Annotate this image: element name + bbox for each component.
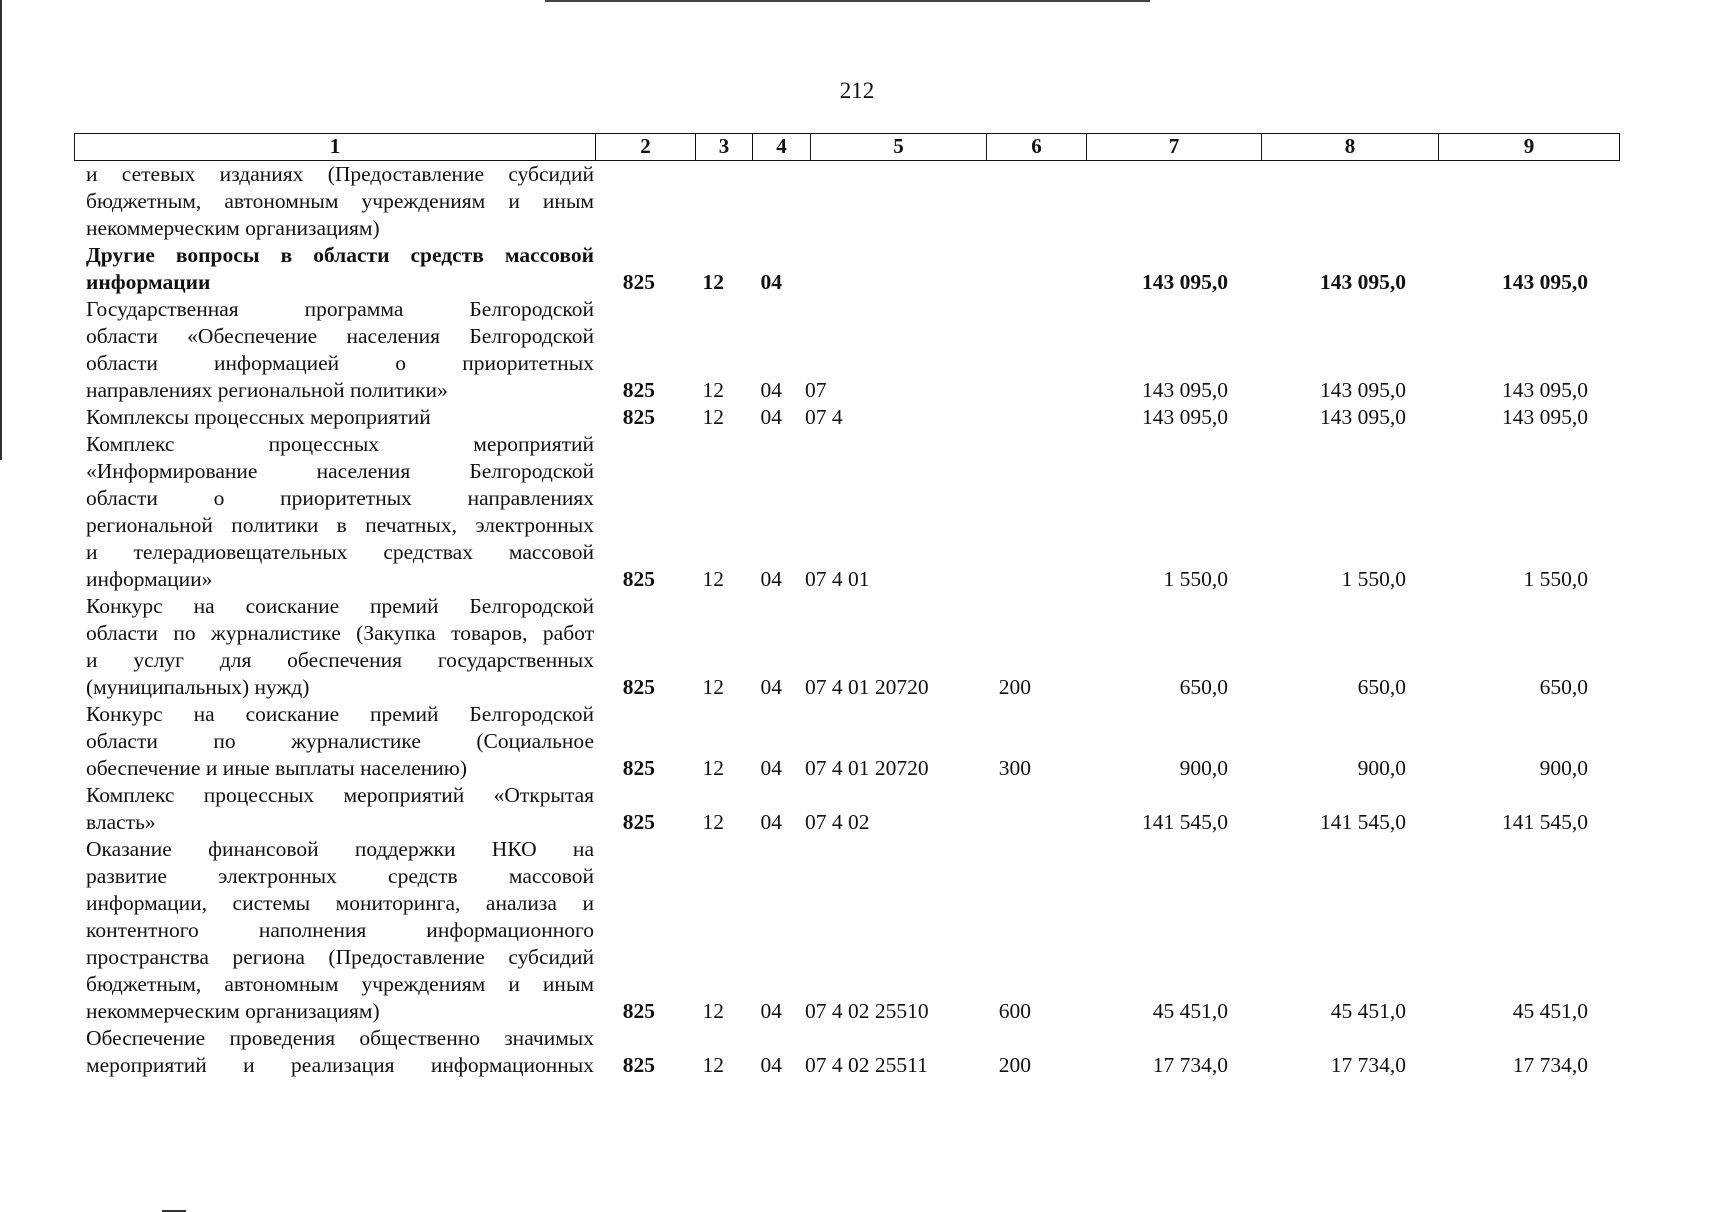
description-line: области по журналистике (Социальное	[86, 729, 594, 753]
col-5-value: 07 4	[805, 405, 843, 429]
col-8-value: 900,0	[1357, 756, 1406, 780]
col-3-value: 12	[702, 405, 724, 429]
col-9-value: 1 550,0	[1523, 567, 1588, 591]
col-3-value: 12	[702, 756, 724, 780]
header-col-7: 7	[1086, 134, 1261, 160]
col-2-value: 825	[622, 756, 655, 780]
col-6-value: 200	[998, 1053, 1031, 1077]
description-line: региональной политики в печатных, электронных	[86, 513, 594, 537]
description-line: бюджетным, автономным учреждениям и иным	[86, 189, 594, 213]
row-description	[74, 296, 594, 404]
budget-table	[74, 133, 1620, 1079]
description-line: некоммерческим организациям)	[86, 999, 380, 1023]
description-line: контентного наполнения информационного	[86, 918, 594, 942]
top-rule	[545, 0, 1150, 2]
table-body	[74, 161, 1620, 1079]
col-6-value: 200	[998, 675, 1031, 699]
col-9-value: 900,0	[1539, 756, 1588, 780]
description-line: «Информирование населения Белгородской	[86, 459, 594, 483]
table-row	[74, 836, 1620, 1025]
row-description	[74, 404, 594, 431]
table-row	[74, 161, 1620, 242]
col-2-value: 825	[622, 1053, 655, 1077]
col-9-value: 17 734,0	[1512, 1053, 1588, 1077]
table-row	[74, 242, 1620, 296]
description-line: Другие вопросы в области средств массовой	[86, 243, 594, 267]
header-col-3: 3	[695, 134, 752, 160]
description-line: пространства региона (Предоставление субсидий	[86, 945, 594, 969]
col-5-value: 07 4 01	[805, 567, 870, 591]
col-6-value: 600	[998, 999, 1031, 1023]
header-col-2: 2	[595, 134, 695, 160]
description-line: области о приоритетных направлениях	[86, 486, 594, 510]
col-3-value: 12	[702, 378, 724, 402]
col-8-value: 1 550,0	[1341, 567, 1406, 591]
table-row	[74, 431, 1620, 593]
col-7-value: 143 095,0	[1142, 270, 1228, 294]
col-4-value: 04	[760, 756, 782, 780]
description-line: области информацией о приоритетных	[86, 351, 594, 375]
col-4-value: 04	[760, 567, 782, 591]
left-margin-rule	[0, 0, 2, 460]
col-4-value: 04	[760, 999, 782, 1023]
header-col-1: 1	[329, 134, 341, 158]
row-description	[74, 782, 594, 836]
description-line: развитие электронных средств массовой	[86, 864, 594, 888]
col-2-value: 825	[622, 999, 655, 1023]
description-line: власть»	[86, 810, 156, 834]
row-description	[74, 431, 594, 593]
col-8-value: 143 095,0	[1320, 405, 1406, 429]
col-8-value: 17 734,0	[1330, 1053, 1406, 1077]
col-5-value: 07 4 02	[805, 810, 870, 834]
header-col-9: 9	[1438, 134, 1619, 160]
col-8-value: 45 451,0	[1330, 999, 1406, 1023]
col-4-value: 04	[760, 378, 782, 402]
page-number: 212	[839, 78, 875, 103]
description-line: и телерадиовещательных средствах массовой	[86, 540, 594, 564]
table-row	[74, 782, 1620, 836]
col-2-value: 825	[622, 810, 655, 834]
row-description	[74, 593, 594, 701]
description-line: Оказание финансовой поддержки НКО на	[86, 837, 594, 861]
col-8-value: 143 095,0	[1320, 378, 1406, 402]
description-line: Государственная программа Белгородской	[86, 297, 594, 321]
col-4-value: 04	[760, 810, 782, 834]
col-5-value: 07 4 02 25510	[805, 999, 929, 1023]
row-description	[74, 1025, 594, 1079]
col-2-value: 825	[622, 567, 655, 591]
description-line: Комплекс процессных мероприятий «Открытая	[86, 783, 594, 807]
table-row	[74, 296, 1620, 404]
col-6-value: 300	[998, 756, 1031, 780]
description-line: области «Обеспечение населения Белгородской	[86, 324, 594, 348]
col-3-value: 12	[702, 675, 724, 699]
col-5-value: 07 4 02 25511	[805, 1053, 928, 1077]
col-9-value: 143 095,0	[1502, 378, 1588, 402]
col-5-value: 07 4 01 20720	[805, 675, 929, 699]
col-5-value: 07 4 01 20720	[805, 756, 929, 780]
header-col-6: 6	[986, 134, 1086, 160]
col-8-value: 141 545,0	[1320, 810, 1406, 834]
col-2-value: 825	[622, 675, 655, 699]
description-line: и сетевых изданиях (Предоставление субсидий	[86, 162, 594, 186]
col-9-value: 143 095,0	[1502, 270, 1588, 294]
description-line: направлениях региональной политики»	[86, 378, 448, 402]
header-col-8: 8	[1261, 134, 1438, 160]
col-9-value: 143 095,0	[1502, 405, 1588, 429]
col-3-value: 12	[702, 810, 724, 834]
description-line: бюджетным, автономным учреждениям и иным	[86, 972, 594, 996]
table-row	[74, 701, 1620, 782]
col-7-value: 1 550,0	[1163, 567, 1228, 591]
col-7-value: 17 734,0	[1152, 1053, 1228, 1077]
description-line: некоммерческим организациям)	[86, 216, 380, 240]
row-description	[74, 161, 594, 242]
table-row	[74, 593, 1620, 701]
table-row	[74, 1025, 1620, 1079]
col-4-value: 04	[760, 675, 782, 699]
description-line: (муниципальных) нужд)	[86, 675, 310, 699]
col-7-value: 45 451,0	[1152, 999, 1228, 1023]
row-description	[74, 701, 594, 782]
col-8-value: 650,0	[1357, 675, 1406, 699]
col-7-value: 650,0	[1179, 675, 1228, 699]
description-line: и услуг для обеспечения государственных	[86, 648, 594, 672]
col-9-value: 650,0	[1539, 675, 1588, 699]
col-4-value: 04	[760, 1053, 782, 1077]
description-line: мероприятий и реализация информационных	[86, 1053, 594, 1077]
col-2-value: 825	[622, 270, 655, 294]
col-7-value: 143 095,0	[1142, 405, 1228, 429]
col-3-value: 12	[702, 270, 724, 294]
description-line: информации, системы мониторинга, анализа и	[86, 891, 594, 915]
description-line: области по журналистике (Закупка товаров, работ	[86, 621, 594, 645]
description-line: информации»	[86, 567, 213, 591]
col-2-value: 825	[622, 378, 655, 402]
row-description	[74, 836, 594, 1025]
col-8-value: 143 095,0	[1320, 270, 1406, 294]
col-9-value: 141 545,0	[1502, 810, 1588, 834]
header-col-5: 5	[810, 134, 986, 160]
col-4-value: 04	[760, 405, 782, 429]
col-3-value: 12	[702, 999, 724, 1023]
description-line: Конкурс на соискание премий Белгородской	[86, 702, 594, 726]
col-7-value: 143 095,0	[1142, 378, 1228, 402]
description-line: обеспечение и иные выплаты населению)	[86, 756, 468, 780]
col-9-value: 45 451,0	[1512, 999, 1588, 1023]
table-row	[74, 404, 1620, 431]
header-col-4: 4	[752, 134, 810, 160]
description-line: Конкурс на соискание премий Белгородской	[86, 594, 594, 618]
col-7-value: 141 545,0	[1142, 810, 1228, 834]
description-line: Комплексы процессных мероприятий	[86, 405, 431, 429]
row-description	[74, 242, 594, 296]
table-header	[74, 133, 1620, 161]
col-3-value: 12	[702, 567, 724, 591]
col-5-value: 07	[805, 378, 827, 402]
description-line: Комплекс процессных мероприятий	[86, 432, 594, 456]
description-line: Обеспечение проведения общественно значимых	[86, 1026, 594, 1050]
col-4-value: 04	[760, 270, 782, 294]
description-line: информации	[86, 270, 211, 294]
col-2-value: 825	[622, 405, 655, 429]
col-3-value: 12	[702, 1053, 724, 1077]
col-7-value: 900,0	[1179, 756, 1228, 780]
